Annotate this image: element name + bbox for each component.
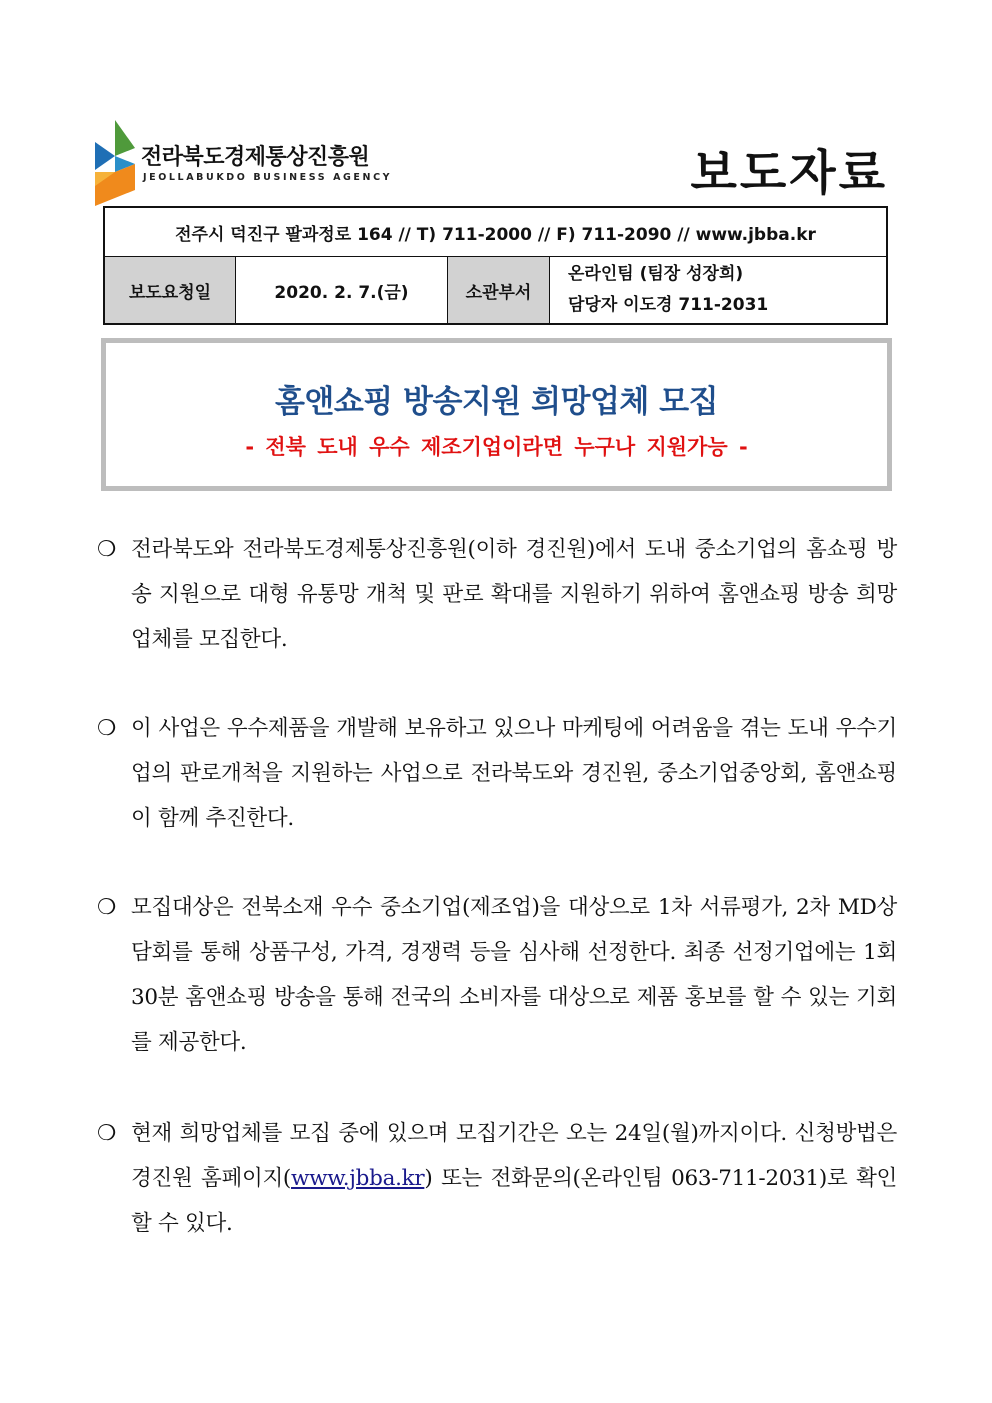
headline-title: 홈앤쇼핑 방송지원 희망업체 모집 <box>274 384 719 420</box>
bullet-icon: ❍ <box>97 537 117 562</box>
org-name-english: JEOLLABUKDO BUSINESS AGENCY <box>143 172 393 183</box>
bullet-icon: ❍ <box>97 716 117 741</box>
press-info-table <box>103 206 888 325</box>
contact-line: 전주시 덕진구 팔과정로 164 // T) 711-2000 // F) 711-2090 // www.jbba.kr <box>105 208 886 257</box>
contact-person: 담당자 이도경 711-2031 <box>568 295 769 315</box>
document-type-title: 보도자료 <box>690 145 888 201</box>
request-date-label: 보도요청일 <box>105 257 236 323</box>
paragraph-text: 전라북도와 전라북도경제통상진흥원(이하 경진원)에서 도내 중소기업의 홈쇼핑 방송 지원으로 대형 유통망 개척 및 판로 확대를 지원하기 위하여 홈앤쇼핑 방송 희망업체를 모집한다. <box>131 537 897 652</box>
body-paragraph-2 <box>97 706 897 841</box>
headline-subtitle: - 전북 도내 우수 제조기업이라면 누구나 지원가능 - <box>245 435 748 459</box>
body-paragraph-3 <box>97 885 897 1065</box>
body-paragraph-4 <box>97 1111 897 1246</box>
department-label: 소관부서 <box>448 257 550 323</box>
paragraph-text <box>131 1111 897 1246</box>
agency-logo <box>95 120 395 206</box>
org-name-korean: 전라북도경제통상진흥원 <box>141 145 370 170</box>
paragraph-text: 모집대상은 전북소재 우수 중소기업(제조업)을 대상으로 1차 서류평가, 2차 MD상담회를 통해 상품구성, 가격, 경쟁력 등을 심사해 선정한다. 최종 선정기업에는 1회 30분 홈앤쇼핑 방송을 통해 전국의 소비자를 대상으로 제품 홍보를 할 수 있는 기회를 제공한다. <box>131 895 897 1055</box>
department-info <box>550 257 886 323</box>
request-date-value: 2020. 2. 7.(금) <box>236 257 448 323</box>
department-value: 온라인팀 (팀장 성장희) <box>568 264 744 284</box>
paragraph-text-part: 현재 희망업체를 모집 중에 있으며 모집기간은 오는 24일(월)까지이다. 신청방법은 경진원 홈페이지( <box>131 1121 897 1191</box>
bullet-icon: ❍ <box>97 1121 117 1146</box>
bullet-icon: ❍ <box>97 895 117 920</box>
body-paragraph-1 <box>97 527 897 662</box>
agency-logo-mark-icon <box>95 120 139 206</box>
homepage-link[interactable]: www.jbba.kr <box>291 1166 425 1191</box>
paragraph-text: 이 사업은 우수제품을 개발해 보유하고 있으나 마케팅에 어려움을 겪는 도내 우수기업의 판로개척을 지원하는 사업으로 전라북도와 경진원, 중소기업중앙회, 홈앤쇼핑이 함께 추진한다. <box>131 716 897 831</box>
paragraph-text-part: ) 또는 전화문의(온라인팀 063-711-2031)로 확인할 수 있다. <box>131 1166 898 1236</box>
headline-box <box>101 338 892 491</box>
